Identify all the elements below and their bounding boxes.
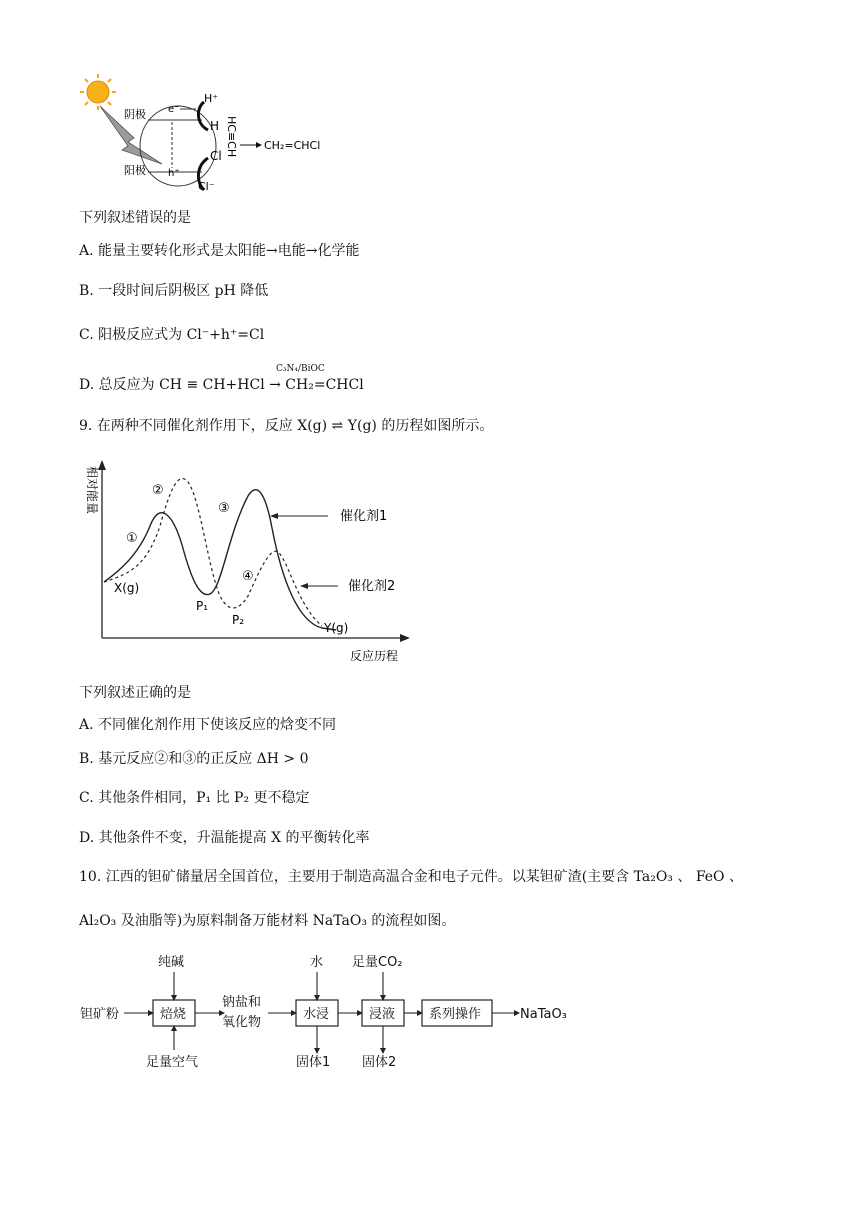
label-yg: Y(g) bbox=[324, 621, 349, 635]
q10-line2: Al₂O₃ 及油脂等)为原料制备万能材料 NaTaO₃ 的流程如图。 bbox=[79, 913, 456, 929]
energy-profile-chart bbox=[78, 456, 418, 666]
y-axis-label: 相对能量 bbox=[85, 466, 99, 515]
legend-catalyst2: 催化剂2 bbox=[348, 579, 396, 594]
q10-line1: 10. 江西的钽矿储量居全国首位，主要用于制造高温合金和电子元件。以某钽矿渣(主要含 Ta₂O₃ 、 FeO 、 bbox=[79, 869, 743, 885]
q9-option-d: D. 其他条件不变，升温能提高 X 的平衡转化率 bbox=[79, 830, 370, 846]
flow-solid1: 固体1 bbox=[296, 1055, 331, 1070]
q9-stem: 9. 在两种不同催化剂作用下，反应 X(g) ⇌ Y(g) 的历程如图所示。 bbox=[79, 418, 494, 434]
cathode-label: 阴极 bbox=[124, 108, 146, 121]
q8-option-c: C. 阳极反应式为 Cl⁻+h⁺=Cl bbox=[79, 327, 265, 343]
q9-question: 下列叙述正确的是 bbox=[79, 685, 191, 701]
flow-intermediate-2: 氧化物 bbox=[222, 1015, 262, 1030]
flow-solid2: 固体2 bbox=[362, 1055, 397, 1070]
photocatalysis-diagram bbox=[78, 72, 338, 202]
anode-label: 阳极 bbox=[124, 164, 146, 177]
acetylene-label: HC≡CH bbox=[225, 116, 238, 158]
label-xg: X(g) bbox=[114, 581, 140, 595]
label-ts1: ① bbox=[126, 531, 138, 546]
label-p2: P₂ bbox=[232, 613, 245, 627]
q9-option-b: B. 基元反应②和③的正反应 ΔH > 0 bbox=[79, 751, 309, 767]
label-ts4: ④ bbox=[242, 569, 254, 584]
flow-filtrate: 浸液 bbox=[369, 1007, 396, 1022]
q8-option-b: B. 一段时间后阴极区 pH 降低 bbox=[79, 283, 269, 299]
q8-option-a: A. 能量主要转化形式是太阳能→电能→化学能 bbox=[79, 243, 360, 259]
product-label: CH₂=CHCl bbox=[264, 139, 321, 152]
flow-roast: 焙烧 bbox=[160, 1007, 187, 1022]
flow-intermediate-1: 钠盐和 bbox=[222, 995, 262, 1010]
x-axis-label: 反应历程 bbox=[350, 649, 399, 663]
process-flowchart bbox=[78, 950, 578, 1075]
h-atom-label: H bbox=[210, 119, 220, 133]
flow-reagent-water: 水 bbox=[310, 955, 324, 970]
label-p1: P₁ bbox=[196, 599, 209, 613]
q9-option-c: C. 其他条件相同，P₁ 比 P₂ 更不稳定 bbox=[79, 790, 310, 806]
cl-atom-label: Cl bbox=[210, 149, 222, 163]
sun-icon bbox=[80, 74, 116, 110]
q9-option-a: A. 不同催化剂作用下使该反应的焓变不同 bbox=[79, 717, 337, 733]
h-plus-label: H⁺ bbox=[204, 92, 219, 105]
flow-input: 钽矿粉 bbox=[80, 1007, 120, 1022]
electron-label: e⁻ bbox=[168, 104, 180, 115]
flow-leach: 水浸 bbox=[303, 1007, 330, 1022]
flow-ops: 系列操作 bbox=[429, 1007, 482, 1022]
flow-reagent-air: 足量空气 bbox=[146, 1055, 199, 1070]
q8-option-d-catalyst: C₃N₄/BiOC bbox=[276, 364, 325, 374]
flow-reagent-co2: 足量CO₂ bbox=[352, 955, 403, 970]
flow-output: NaTaO₃ bbox=[520, 1007, 567, 1022]
label-ts3: ③ bbox=[218, 501, 230, 516]
label-ts2: ② bbox=[152, 483, 164, 498]
flow-reagent-soda: 纯碱 bbox=[158, 955, 185, 970]
q8-option-d: D. 总反应为 CH ≡ CH+HCl → CH₂=CHCl bbox=[79, 377, 364, 393]
hole-label: h⁺ bbox=[168, 168, 180, 179]
cl-minus-label: Cl⁻ bbox=[198, 180, 215, 193]
series-catalyst2-line bbox=[104, 479, 322, 626]
q8-stem: 下列叙述错误的是 bbox=[79, 210, 191, 226]
legend-catalyst1: 催化剂1 bbox=[340, 509, 388, 524]
